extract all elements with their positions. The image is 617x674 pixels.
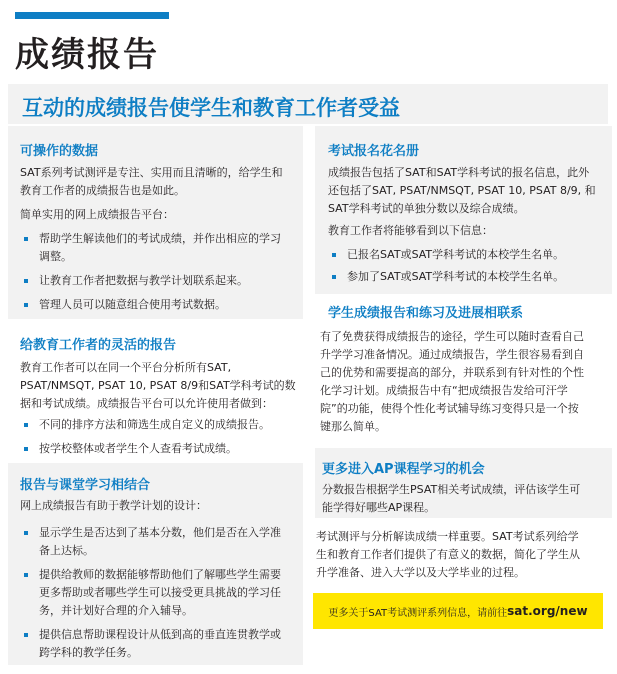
sat-org-new-link[interactable]: sat.org/new: [507, 604, 588, 618]
bullet-marker: [24, 633, 28, 637]
bullet-marker: [24, 303, 28, 307]
flexible-report-intro: 教育工作者可以在同一个平台分析所有SAT, PSAT/NMSQT, PSAT 10, PSAT 8/9和SAT学科考试的数 据和考试成绩。成绩报告平台可以允许使用者做到：: [20, 361, 296, 410]
roster-bullet-list: [328, 246, 608, 286]
roster-heading: 考试报名花名册: [328, 144, 420, 159]
roster-label: 教育工作者将能够看到以下信息：: [328, 224, 493, 237]
list-item: 按学校整体或者学生个人查看考试成绩。: [20, 440, 300, 458]
flexible-report-heading: 给教育工作者的灵活的报告: [20, 338, 177, 353]
title-accent-bar: [15, 12, 169, 19]
platform-bullet-list: [20, 230, 300, 314]
list-item: 提供给教师的数据能够帮助他们了解哪些学生需要 更多帮助或者哪些学生可以接受更具挑战的学习任 务，并计划好合理的介入辅导。: [20, 566, 300, 620]
classroom-heading: 报告与课堂学习相结合: [20, 478, 151, 493]
practice-body: 有了免费获得成绩报告的途径，学生可以随时查看自己 升学学习准备情况。通过成绩报告，学生很容易看到自 己的优势和需要提高的部分，并联系到有针对性的个性 化学习计划。成绩报告中有“把成绩报告发给可汗学 院”的功能，使得个性化考试辅导练习变得只是一个按 键那么简单。: [320, 330, 584, 433]
more-info-banner: [313, 593, 603, 629]
flexible-bullet-list: [20, 416, 300, 458]
bullet-marker: [24, 573, 28, 577]
bullet-marker: [24, 423, 28, 427]
bullet-marker: [24, 447, 28, 451]
list-item: 让教育工作者把数据与教学计划联系起来。: [20, 272, 300, 290]
more-info-text: 更多关于SAT考试测评系列信息，请前往: [328, 607, 508, 619]
page-title: 成绩报告: [15, 35, 159, 75]
list-item: 提供信息帮助课程设计从低到高的垂直连贯教学或 跨学科的教学任务。: [20, 626, 300, 662]
bullet-marker: [332, 253, 336, 257]
actionable-data-heading: 可操作的数据: [20, 144, 99, 159]
list-item: 帮助学生解读他们的考试成绩，并作出相应的学习 调整。: [20, 230, 300, 266]
classroom-intro: 网上成绩报告有助于教学计划的设计：: [20, 499, 207, 512]
classroom-bullet-list: [20, 524, 300, 662]
practice-heading: 学生成绩报告和练习及进展相联系: [328, 306, 524, 321]
actionable-data-intro: SAT系列考试测评是专注、实用而且清晰的，给学生和 教育工作者的成绩报告也是如此。: [20, 166, 283, 197]
platform-label: 简单实用的网上成绩报告平台：: [20, 208, 174, 221]
list-item: 不同的排序方法和筛选生成自定义的成绩报告。: [20, 416, 300, 434]
list-item: 已报名SAT或SAT学科考试的本校学生名单。: [328, 246, 608, 264]
list-item: 参加了SAT或SAT学科考试的本校学生名单。: [328, 268, 608, 286]
bullet-marker: [24, 531, 28, 535]
list-item: 管理人员可以随意组合使用考试数据。: [20, 296, 300, 314]
bullet-marker: [332, 275, 336, 279]
section-title: 互动的成绩报告使学生和教育工作者受益: [22, 96, 400, 120]
closing-paragraph: 考试测评与分析解读成绩一样重要。SAT考试系列给学 生和教育工作者们提供了有意义的数据，简化了学生从 升学准备、进入大学以及大学毕业的过程。: [316, 530, 580, 579]
bullet-marker: [24, 237, 28, 241]
bullet-marker: [24, 279, 28, 283]
ap-heading: 更多进入AP课程学习的机会: [322, 462, 485, 477]
roster-intro: 成绩报告包括了SAT和SAT学科考试的报名信息，此外 还包括了SAT, PSAT/NMSQT, PSAT 10, PSAT 8/9, 和 SAT学科考试的单独分数以及综合成绩。: [328, 166, 596, 215]
list-item: 显示学生是否达到了基本分数，他们是否在入学准 备上达标。: [20, 524, 300, 560]
ap-body: 分数报告根据学生PSAT相关考试成绩，评估该学生可 能学得好哪些AP课程。: [322, 483, 581, 514]
